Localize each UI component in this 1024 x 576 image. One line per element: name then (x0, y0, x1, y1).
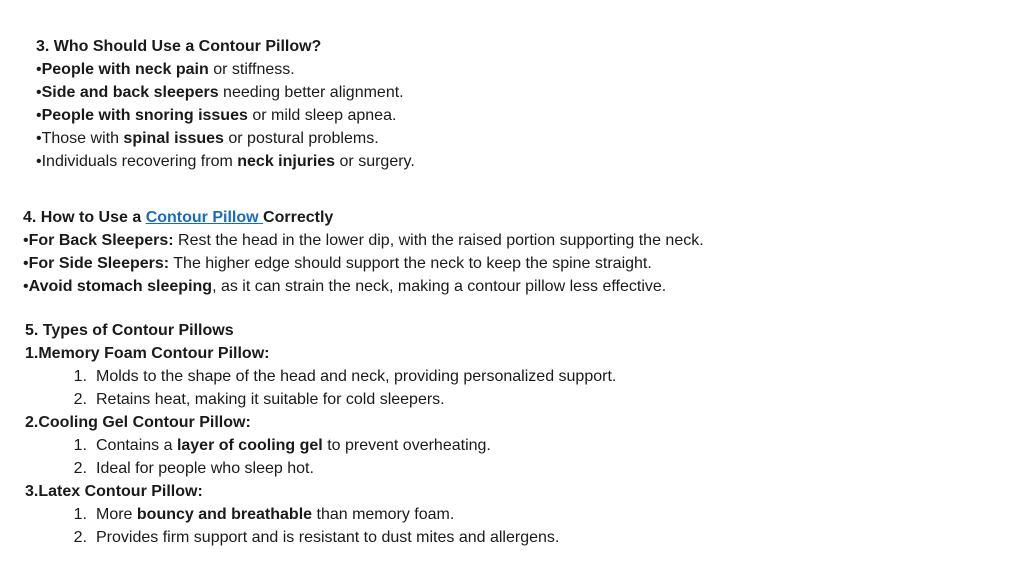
item-text: or surgery. (335, 153, 415, 170)
item-bold: For Back Sleepers: (28, 232, 174, 249)
item-number: 1. (73, 506, 87, 523)
item-number: 2. (73, 529, 87, 546)
item-number: 2. (73, 460, 87, 477)
sub-list-item (25, 526, 616, 549)
item-text: , as it can strain the neck, making a contour pillow less effective. (212, 278, 667, 295)
sub-list-item (25, 503, 616, 526)
item-bold: spinal issues (123, 130, 224, 147)
item-prefix: Contains a (96, 437, 177, 454)
item-prefix: Ideal for people who sleep hot. (96, 460, 314, 477)
item-bold: People with neck pain (41, 61, 209, 78)
list-item (36, 58, 415, 81)
list-item (36, 104, 415, 127)
bullet: • (36, 61, 42, 78)
bullet: • (23, 278, 29, 295)
item-prefix: Those with (41, 130, 124, 147)
title-suffix: Correctly (263, 209, 334, 226)
bullet: • (36, 130, 42, 147)
sub-list-item (25, 434, 616, 457)
section-3-title: 3. Who Should Use a Contour Pillow? (36, 38, 322, 55)
list-item (36, 81, 415, 104)
type-heading-memory-foam: 1.Memory Foam Contour Pillow: (25, 345, 270, 362)
item-text: or stiffness. (208, 61, 295, 78)
list-item (36, 127, 415, 150)
item-bold: neck injuries (237, 153, 336, 170)
item-text: to prevent overheating. (322, 437, 491, 454)
sub-list-item (25, 457, 616, 480)
section-5-title: 5. Types of Contour Pillows (25, 322, 234, 339)
item-prefix: Individuals recovering from (41, 153, 238, 170)
item-text: needing better alignment. (218, 84, 404, 101)
item-text: The higher edge should support the neck to keep the spine straight. (169, 255, 652, 272)
item-bold: People with snoring issues (41, 107, 248, 124)
section-who-should-use (36, 35, 415, 173)
item-number: 1. (73, 437, 87, 454)
item-text: than memory foam. (312, 506, 455, 523)
bullet: • (36, 84, 42, 101)
section-how-to-use (23, 206, 704, 298)
item-text: or postural problems. (223, 130, 379, 147)
type-heading-cooling-gel: 2.Cooling Gel Contour Pillow: (25, 414, 251, 431)
item-bold: For Side Sleepers: (28, 255, 170, 272)
item-prefix: Molds to the shape of the head and neck, providing personalized support. (96, 368, 617, 385)
bullet: • (36, 153, 42, 170)
sub-list-item (25, 388, 616, 411)
item-bold: layer of cooling gel (176, 437, 323, 454)
section-4-title (23, 206, 704, 229)
contour-pillow-link[interactable]: Contour Pillow (145, 209, 264, 226)
title-prefix: 4. How to Use a (23, 209, 146, 226)
type-heading-latex: 3.Latex Contour Pillow: (25, 483, 203, 500)
sub-list-item (25, 365, 616, 388)
item-text: Rest the head in the lower dip, with the raised portion supporting the neck. (173, 232, 704, 249)
bullet: • (23, 255, 29, 272)
item-bold: Side and back sleepers (41, 84, 219, 101)
item-prefix: Retains heat, making it suitable for cold sleepers. (96, 391, 445, 408)
item-number: 2. (73, 391, 87, 408)
item-bold: Avoid stomach sleeping (28, 278, 213, 295)
list-item (23, 229, 704, 252)
item-bold: bouncy and breathable (136, 506, 313, 523)
item-prefix: Provides firm support and is resistant to dust mites and allergens. (96, 529, 560, 546)
bullet: • (36, 107, 42, 124)
item-prefix: More (96, 506, 137, 523)
item-text: or mild sleep apnea. (247, 107, 397, 124)
list-item (23, 252, 704, 275)
bullet: • (23, 232, 29, 249)
item-number: 1. (73, 368, 87, 385)
section-types (25, 319, 616, 549)
list-item (23, 275, 704, 298)
list-item (36, 150, 415, 173)
